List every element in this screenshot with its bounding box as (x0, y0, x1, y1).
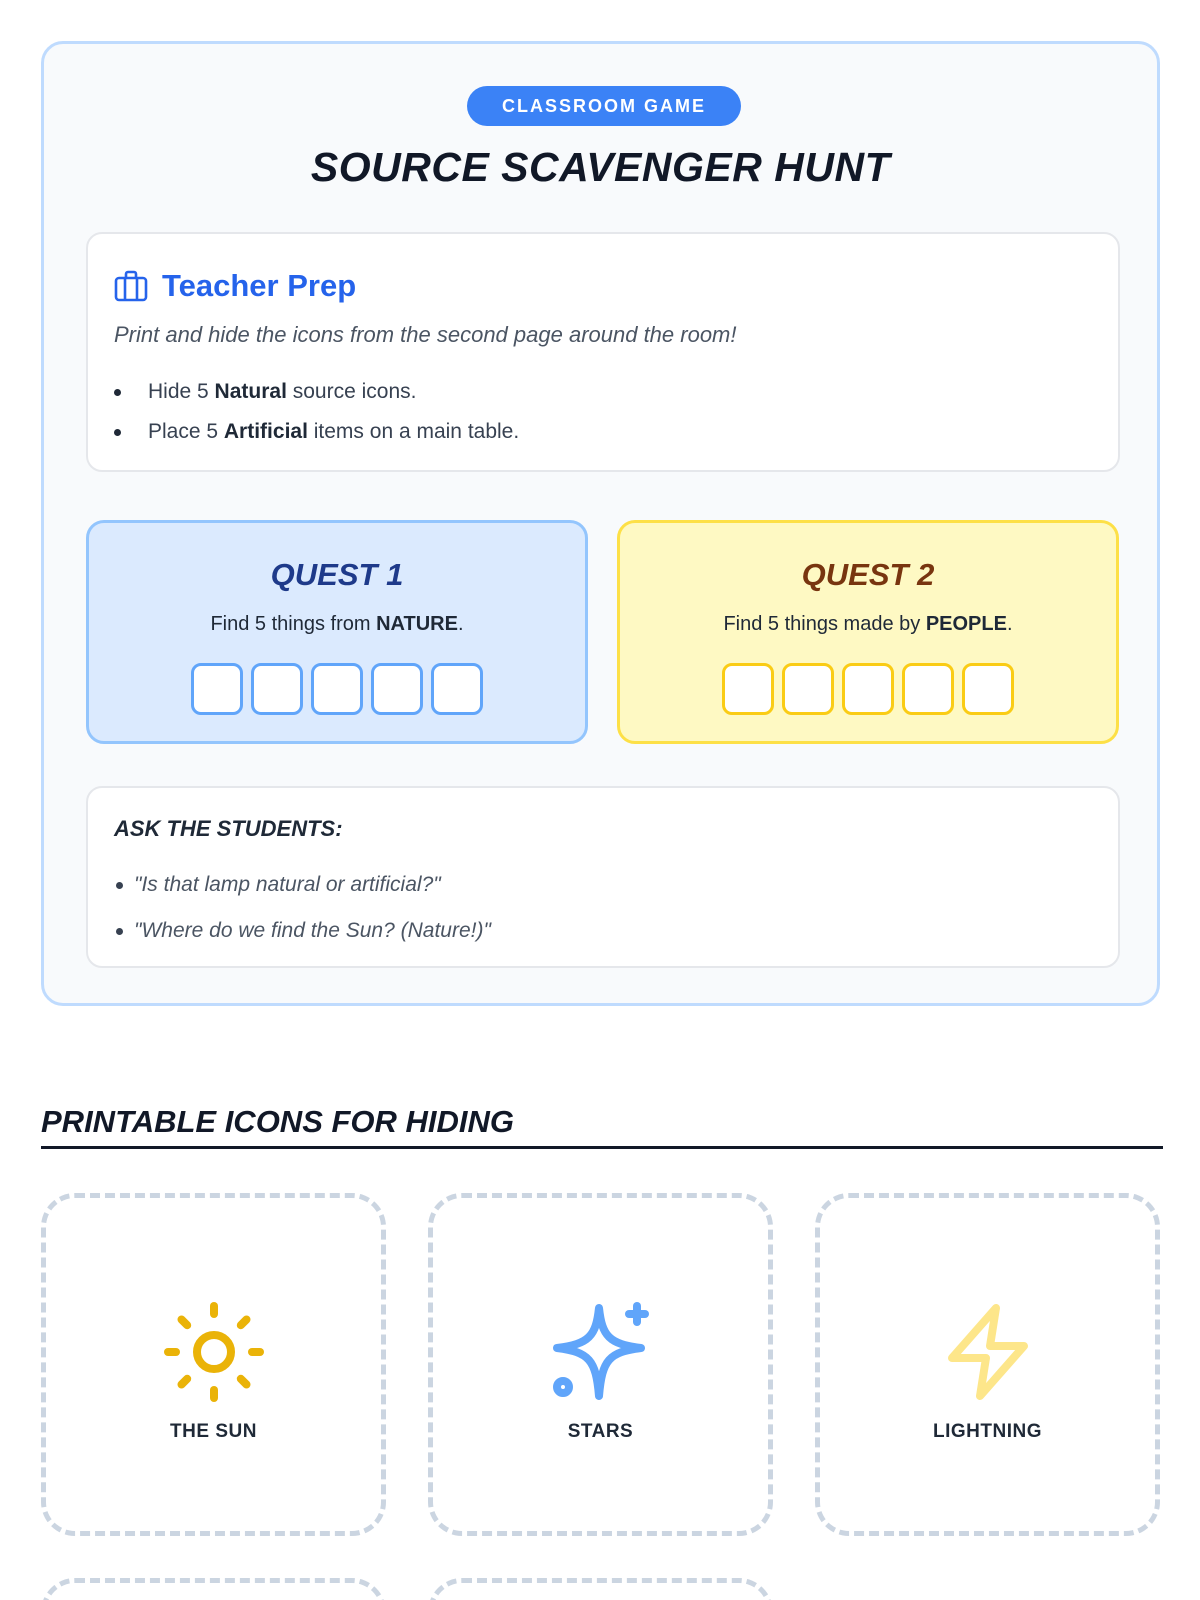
sparkles-icon (549, 1300, 653, 1404)
bullet (116, 928, 123, 935)
icon-label: STARS (567, 1421, 634, 1442)
sun-icon (162, 1300, 266, 1404)
icon-label: LIGHTNING (933, 1421, 1042, 1442)
list-item: "Where do we find the Sun? (Nature!)" (114, 908, 491, 954)
bullet (114, 389, 121, 396)
ask-students-list (114, 862, 491, 954)
quest-checkbox[interactable] (962, 663, 1014, 715)
printable-card-sun (41, 1193, 386, 1536)
quest-card-1 (86, 520, 588, 744)
printable-card (41, 1578, 386, 1600)
page-title: SOURCE SCAVENGER HUNT (310, 144, 891, 190)
teacher-prep-note: Print and hide the icons from the second page around the room! (114, 322, 737, 347)
printable-card (428, 1578, 773, 1600)
list-item: Hide 5 Natural source icons. (114, 372, 519, 412)
quest-card-2 (617, 520, 1119, 744)
bullet (116, 882, 123, 889)
quest-checkbox[interactable] (251, 663, 303, 715)
quest-checkbox[interactable] (902, 663, 954, 715)
briefcase-icon (114, 270, 148, 302)
section-title: PRINTABLE ICONS FOR HIDING (41, 1104, 1163, 1149)
printable-card-stars (428, 1193, 773, 1536)
bullet (114, 429, 121, 436)
quest-title: QUEST 1 (270, 557, 404, 592)
list-item: "Is that lamp natural or artificial?" (114, 862, 491, 908)
quest-checkbox[interactable] (431, 663, 483, 715)
quest-checkboxes (89, 663, 585, 715)
quest-title: QUEST 2 (801, 557, 935, 592)
game-card (41, 41, 1160, 1006)
teacher-prep-header (114, 268, 356, 304)
lightning-icon (936, 1300, 1040, 1404)
category-badge: CLASSROOM GAME (467, 86, 741, 126)
quest-instruction: Find 5 things from NATURE. (210, 613, 464, 635)
icon-label: THE SUN (170, 1421, 257, 1442)
quest-instruction: Find 5 things made by PEOPLE. (723, 613, 1013, 635)
ask-students-title: ASK THE STUDENTS: (114, 816, 343, 841)
teacher-prep-list (114, 372, 519, 452)
quest-checkbox[interactable] (191, 663, 243, 715)
quest-checkbox[interactable] (782, 663, 834, 715)
quest-checkbox[interactable] (371, 663, 423, 715)
list-item: Place 5 Artificial items on a main table. (114, 412, 519, 452)
ask-students-panel (86, 786, 1120, 968)
quest-checkbox[interactable] (311, 663, 363, 715)
quest-checkbox[interactable] (722, 663, 774, 715)
quest-checkbox[interactable] (842, 663, 894, 715)
teacher-prep-title: Teacher Prep (162, 268, 357, 303)
printable-card-lightning (815, 1193, 1160, 1536)
quest-checkboxes (620, 663, 1116, 715)
teacher-prep-panel (86, 232, 1120, 472)
